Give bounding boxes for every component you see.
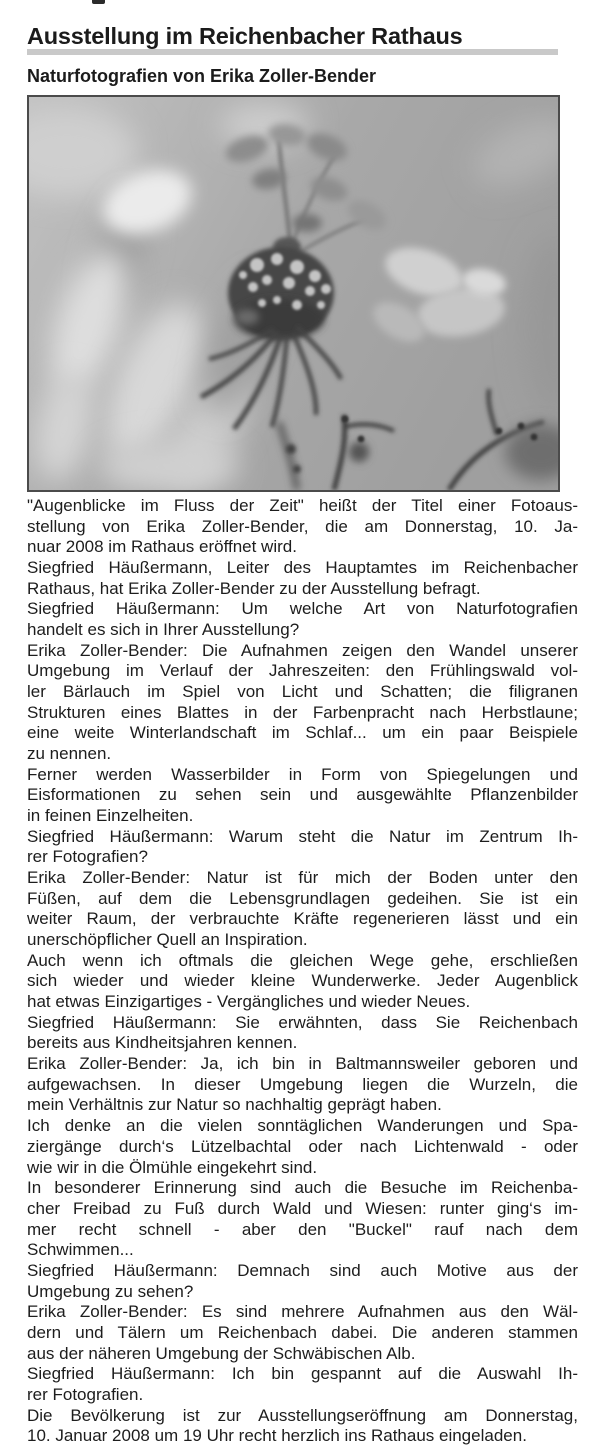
body-text-line: in feinen Einzelheiten. [27, 806, 194, 826]
body-text-line: Erika Zoller-Bender: Es sind mehrere Aufnahmen aus den Wäl- [27, 1302, 578, 1322]
body-text-line: Erika Zoller-Bender: Natur ist für mich der Boden unter den [27, 868, 578, 888]
title-divider-rule [27, 49, 558, 55]
article-body [27, 496, 578, 1447]
body-text-line: hat etwas Einzigartiges - Vergängliches und wieder Neues. [27, 992, 471, 1012]
body-text-line: weiter Raum, der verbrauchte Kräfte regenerieren lässt und ein [27, 909, 578, 929]
body-text-line: handelt es sich in Ihrer Ausstellung? [27, 620, 300, 640]
body-text-line: Auch wenn ich oftmals die gleichen Wege gehe, erschließen [27, 950, 578, 970]
body-text-line: Füßen, auf dem die Lebensgrundlagen gedeihen. Sie ist ein [27, 888, 578, 908]
body-text-line: mein Verhältnis zur Natur so nachhaltig geprägt haben. [27, 1095, 442, 1115]
body-text-line: eine weite Winterlandschaft im Schlaf... um ein paar Beispiele [27, 723, 578, 743]
body-text-line: Erika Zoller-Bender: Die Aufnahmen zeigen den Wandel unserer [27, 640, 578, 660]
body-text-line: wie wir in die Ölmühle eingekehrt sind. [27, 1157, 318, 1177]
body-text-line: Ich denke an die vielen sonntäglichen Wanderungen und Spa- [27, 1116, 578, 1136]
article-subtitle: Naturfotografien von Erika Zoller-Bender [27, 66, 377, 86]
body-text-line: bereits aus Kindheitsjahren kennen. [27, 1033, 298, 1053]
body-text-line: Umgebung im Verlauf der Jahreszeiten: den Frühlingswald vol- [27, 661, 578, 681]
body-text-line: rer Fotografien? [27, 847, 148, 867]
body-text-line: Siegfried Häußermann: Warum steht die Natur im Zentrum Ih- [27, 826, 578, 846]
body-text-line: Siegfried Häußermann: Ich bin gespannt auf die Auswahl Ih- [27, 1364, 578, 1384]
body-text-line: 10. Januar 2008 um 19 Uhr recht herzlich ins Rathaus eingeladen. [27, 1426, 527, 1446]
body-text-line: aus der näheren Umgebung der Schwäbischen Alb. [27, 1343, 416, 1363]
body-text-line: nuar 2008 im Rathaus eröffnet wird. [27, 537, 297, 557]
nature-photo [27, 95, 560, 492]
body-text-line: Umgebung zu sehen? [27, 1281, 194, 1301]
body-text-line: ziergänge durch‘s Lützelbachtal oder nach Lichtenwald - oder [27, 1136, 578, 1156]
article-title: Ausstellung im Reichenbacher Rathaus [27, 23, 463, 49]
body-text-line: Strukturen eines Blattes in der Farbenpracht nach Herbstlaune; [27, 702, 578, 722]
body-text-line: ler Bärlauch im Spiel von Licht und Schatten; die filigranen [27, 682, 578, 702]
cropped-content-artifact [92, 0, 105, 4]
body-text-line: Rathaus, hat Erika Zoller-Bender zu der Ausstellung befragt. [27, 578, 481, 598]
body-text-line: sich wieder und wieder kleine Wunderwerke. Jeder Augenblick [27, 971, 578, 991]
body-text-line: cher Freibad zu Fuß durch Wald und Wiesen: runter ging‘s im- [27, 1198, 578, 1218]
body-text-line: Die Bevölkerung ist zur Ausstellungseröffnung am Donnerstag, [27, 1405, 578, 1425]
body-text-line: Siegfried Häußermann, Leiter des Hauptamtes im Reichenbacher [27, 558, 578, 578]
rosehip-photo-image [29, 97, 558, 490]
body-text-line: Schwimmen... [27, 1240, 134, 1260]
body-text-line: Siegfried Häußermann: Sie erwähnten, dass Sie Reichenbach [27, 1012, 578, 1032]
body-text-line: Ferner werden Wasserbilder in Form von Spiegelungen und [27, 764, 578, 784]
body-text-line: "Augenblicke im Fluss der Zeit" heißt der Titel einer Fotoaus- [27, 496, 578, 515]
body-text-line: mer recht schnell - aber den "Buckel" rauf nach dem [27, 1219, 578, 1239]
body-text-line: unerschöpflicher Quell an Inspiration. [27, 930, 308, 950]
body-text-line: Erika Zoller-Bender: Ja, ich bin in Baltmannsweiler geboren und [27, 1054, 578, 1074]
body-text-line: Siegfried Häußermann: Um welche Art von Naturfotografien [27, 599, 578, 619]
body-text-line: aufgewachsen. In dieser Umgebung liegen die Wurzeln, die [27, 1074, 578, 1094]
body-text-line: Eisformationen zu sehen sein und ausgewählte Pflanzenbilder [27, 785, 578, 805]
body-text-line: zu nennen. [27, 744, 112, 764]
body-text-line: Siegfried Häußermann: Demnach sind auch Motive aus der [27, 1260, 578, 1280]
body-text-line: rer Fotografien. [27, 1384, 144, 1404]
body-text-line: stellung von Erika Zoller-Bender, die am Donnerstag, 10. Ja- [27, 516, 578, 536]
body-text-line: dern und Tälern um Reichenbach dabei. Die anderen stammen [27, 1322, 578, 1342]
body-text-line: In besonderer Erinnerung sind auch die Besuche im Reichenba- [27, 1178, 578, 1198]
